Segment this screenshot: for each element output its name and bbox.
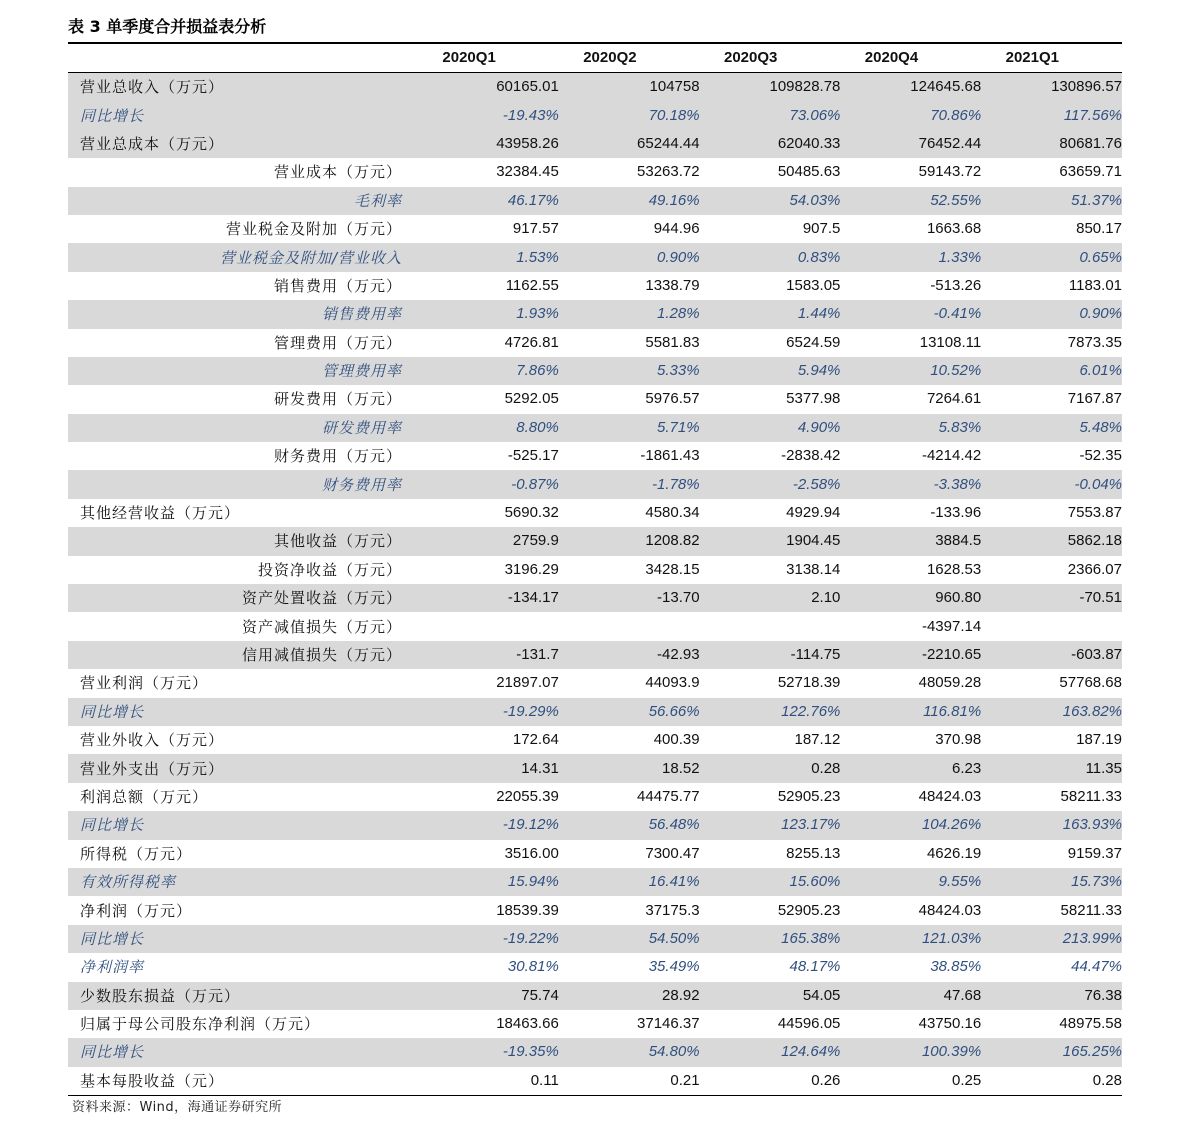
- table-row: [68, 215, 1122, 243]
- value-cell: 47.68: [840, 982, 981, 1010]
- value-cell: 60165.01: [418, 73, 559, 102]
- table-row: [68, 470, 1122, 498]
- value-cell: 116.81%: [840, 698, 981, 726]
- value-cell: 15.73%: [981, 868, 1122, 896]
- value-cell: -525.17: [507, 447, 559, 465]
- value-cell: -4397.14: [921, 617, 982, 635]
- table-row: [68, 272, 1122, 300]
- value-cell: 18463.66: [496, 1015, 559, 1033]
- value-cell: -513.26: [930, 276, 982, 294]
- value-cell: 0.83%: [700, 243, 841, 271]
- value-cell: 6.23: [840, 754, 981, 782]
- header-row: [68, 44, 1122, 73]
- value-cell: 32384.45: [496, 163, 559, 181]
- table-row: [68, 783, 1122, 811]
- table-row: [68, 499, 1122, 527]
- value-cell: 0.25: [951, 1071, 982, 1089]
- row-label: 所得税（万元）: [80, 844, 193, 863]
- value-cell: 13108.11: [919, 333, 982, 351]
- value-cell: 75.74: [418, 982, 559, 1010]
- value-cell: 0.90%: [559, 243, 700, 271]
- value-cell: 6.01%: [981, 357, 1122, 385]
- value-cell: 172.64: [512, 731, 559, 749]
- table-body: [68, 73, 1122, 1096]
- value-cell: 0.21: [670, 1071, 700, 1089]
- value-cell: 48975.58: [1059, 1015, 1122, 1033]
- value-cell: 21897.07: [496, 674, 559, 692]
- value-cell: 53263.72: [637, 163, 700, 181]
- row-label: 资产处置收益（万元）: [68, 584, 418, 612]
- value-cell: 5690.32: [504, 504, 559, 522]
- value-cell: 5377.98: [786, 390, 841, 408]
- value-cell: 43750.16: [918, 1015, 982, 1033]
- row-label: 营业利润（万元）: [80, 674, 209, 693]
- value-cell: 30.81%: [507, 958, 559, 976]
- table-row: [68, 669, 1122, 697]
- value-cell: 7.86%: [418, 357, 559, 385]
- value-cell: 165.25%: [981, 1038, 1122, 1066]
- row-label: 财务费用率: [68, 470, 418, 498]
- value-cell: 960.80: [840, 584, 981, 612]
- value-cell: 1.93%: [418, 300, 559, 328]
- value-cell: 44.47%: [1071, 958, 1122, 976]
- row-label: 销售费用（万元）: [273, 276, 402, 295]
- value-cell: 0.28: [1092, 1071, 1122, 1089]
- value-cell: 16.41%: [559, 868, 700, 896]
- row-label: 利润总额（万元）: [80, 787, 209, 806]
- table-row: [68, 158, 1122, 186]
- table-row: [68, 73, 1122, 102]
- value-cell: 163.93%: [981, 811, 1122, 839]
- row-label: 毛利率: [68, 187, 418, 215]
- row-label: 信用减值损失（万元）: [68, 641, 418, 669]
- value-cell: -2210.65: [840, 641, 981, 669]
- row-label: 少数股东损益（万元）: [68, 982, 418, 1010]
- value-cell: 165.38%: [700, 925, 841, 953]
- value-cell: 7300.47: [645, 844, 700, 862]
- value-cell: 22055.39: [496, 787, 559, 805]
- value-cell: 46.17%: [418, 187, 559, 215]
- value-cell: 4580.34: [645, 504, 700, 522]
- value-cell: 7553.87: [1067, 504, 1122, 522]
- value-cell: 0.11: [530, 1071, 559, 1089]
- value-cell: 3196.29: [504, 560, 559, 578]
- value-cell: -4214.42: [921, 447, 982, 465]
- row-label: 营业成本（万元）: [273, 163, 402, 182]
- value-cell: 1162.55: [505, 276, 559, 294]
- table-row: [68, 556, 1122, 584]
- value-cell: 213.99%: [981, 925, 1122, 953]
- value-cell: 1.28%: [559, 300, 700, 328]
- table-row: [68, 612, 1122, 640]
- value-cell: 35.49%: [648, 958, 700, 976]
- value-cell: -3.38%: [840, 470, 981, 498]
- value-cell: 5862.18: [981, 527, 1122, 555]
- value-cell: 6524.59: [786, 333, 841, 351]
- value-cell: 130896.57: [981, 73, 1122, 102]
- value-cell: 3516.00: [504, 844, 559, 862]
- column-header: 2021Q1: [1005, 49, 1059, 66]
- table-row: [68, 811, 1122, 839]
- table-row: [68, 641, 1122, 669]
- value-cell: 3138.14: [786, 560, 841, 578]
- value-cell: 907.5: [802, 220, 841, 238]
- value-cell: -603.87: [981, 641, 1122, 669]
- table-row: [68, 925, 1122, 953]
- value-cell: -19.12%: [418, 811, 559, 839]
- row-label: 净利润率: [80, 958, 145, 977]
- value-cell: 3428.15: [645, 560, 700, 578]
- value-cell: -19.29%: [418, 698, 559, 726]
- value-cell: [418, 612, 559, 640]
- value-cell: -13.70: [559, 584, 700, 612]
- value-cell: 1208.82: [559, 527, 700, 555]
- table-row: [68, 357, 1122, 385]
- value-cell: -114.75: [700, 641, 841, 669]
- value-cell: 70.18%: [559, 101, 700, 129]
- row-label: 管理费用（万元）: [273, 333, 402, 352]
- value-cell: 63659.71: [1059, 163, 1122, 181]
- value-cell: -42.93: [559, 641, 700, 669]
- row-label: 基本每股收益（元）: [80, 1071, 225, 1090]
- table-row: [68, 414, 1122, 442]
- table-row: [68, 329, 1122, 357]
- value-cell: 76452.44: [840, 130, 981, 158]
- table-row: [68, 726, 1122, 754]
- value-cell: 5976.57: [645, 390, 700, 408]
- value-cell: 104758: [559, 73, 700, 102]
- value-cell: -2.58%: [700, 470, 841, 498]
- value-cell: -52.35: [1079, 447, 1122, 465]
- value-cell: 1338.79: [645, 276, 700, 294]
- value-cell: 37146.37: [637, 1015, 700, 1033]
- value-cell: -70.51: [981, 584, 1122, 612]
- value-cell: 122.76%: [700, 698, 841, 726]
- value-cell: 5.83%: [840, 414, 981, 442]
- table-row: [68, 868, 1122, 896]
- value-cell: 70.86%: [840, 101, 981, 129]
- table-row: [68, 584, 1122, 612]
- row-label: 其他收益（万元）: [68, 527, 418, 555]
- value-cell: 44093.9: [645, 674, 700, 692]
- value-cell: 15.94%: [418, 868, 559, 896]
- row-label: 营业外支出（万元）: [68, 754, 418, 782]
- value-cell: 54.80%: [559, 1038, 700, 1066]
- table-row: [68, 1067, 1122, 1096]
- value-cell: 1183.01: [1068, 276, 1122, 294]
- value-cell: 124645.68: [840, 73, 981, 102]
- value-cell: 73.06%: [700, 101, 841, 129]
- value-cell: 37175.3: [645, 901, 700, 919]
- value-cell: 2366.07: [1067, 560, 1122, 578]
- value-cell: 15.60%: [700, 868, 841, 896]
- value-cell: 18539.39: [496, 901, 559, 919]
- value-cell: 52718.39: [777, 674, 841, 692]
- source-note: 资料来源：Wind，海通证券研究所: [72, 1100, 283, 1115]
- value-cell: -134.17: [418, 584, 559, 612]
- value-cell: 65244.44: [559, 130, 700, 158]
- column-header: 2020Q3: [724, 49, 778, 66]
- column-header: 2020Q2: [583, 49, 637, 66]
- value-cell: 48424.03: [918, 787, 982, 805]
- row-label: 同比增长: [68, 811, 418, 839]
- table-title: 表 3 单季度合并损益表分析: [68, 17, 267, 36]
- row-label: 投资净收益（万元）: [257, 560, 402, 579]
- table-row: [68, 896, 1122, 924]
- value-cell: 4929.94: [786, 504, 841, 522]
- table-row: [68, 300, 1122, 328]
- value-cell: [981, 612, 1122, 640]
- row-label: 归属于母公司股东净利润（万元）: [80, 1015, 321, 1034]
- value-cell: -0.41%: [840, 300, 981, 328]
- table-row: [68, 442, 1122, 470]
- value-cell: 11.35: [981, 754, 1122, 782]
- value-cell: -0.87%: [418, 470, 559, 498]
- column-header: 2020Q4: [864, 49, 919, 66]
- row-label: 营业外收入（万元）: [80, 731, 225, 750]
- value-cell: -1.78%: [559, 470, 700, 498]
- row-label: 财务费用（万元）: [273, 447, 402, 466]
- value-cell: 4626.19: [926, 844, 982, 862]
- value-cell: 56.48%: [559, 811, 700, 839]
- value-cell: 59143.72: [918, 163, 982, 181]
- value-cell: 0.90%: [981, 300, 1122, 328]
- row-label: 研发费用率: [68, 414, 418, 442]
- value-cell: 8255.13: [786, 844, 841, 862]
- value-cell: 38.85%: [930, 958, 982, 976]
- column-header: 2020Q1: [442, 49, 496, 66]
- value-cell: 50485.63: [777, 163, 841, 181]
- value-cell: 9.55%: [840, 868, 981, 896]
- value-cell: 58211.33: [1060, 901, 1122, 919]
- value-cell: 944.96: [653, 220, 700, 238]
- value-cell: 850.17: [1076, 220, 1122, 238]
- value-cell: 48424.03: [918, 901, 982, 919]
- table-row: [68, 1038, 1122, 1066]
- table-row: [68, 243, 1122, 271]
- value-cell: 100.39%: [840, 1038, 981, 1066]
- value-cell: 54.03%: [700, 187, 841, 215]
- value-cell: -2838.42: [781, 447, 841, 465]
- value-cell: 44475.77: [637, 787, 700, 805]
- income-statement-table: [68, 44, 1122, 1096]
- value-cell: 0.28: [700, 754, 841, 782]
- value-cell: 1.33%: [840, 243, 981, 271]
- value-cell: -19.35%: [418, 1038, 559, 1066]
- value-cell: -19.43%: [418, 101, 559, 129]
- value-cell: 0.26: [811, 1071, 841, 1089]
- value-cell: 5.33%: [559, 357, 700, 385]
- table-row: [68, 1010, 1122, 1038]
- row-label: 营业税金及附加/营业收入: [68, 243, 418, 271]
- value-cell: 7873.35: [1067, 333, 1122, 351]
- value-cell: 28.92: [559, 982, 700, 1010]
- value-cell: -19.22%: [418, 925, 559, 953]
- value-cell: 8.80%: [418, 414, 559, 442]
- value-cell: 1628.53: [926, 560, 982, 578]
- value-cell: 163.82%: [981, 698, 1122, 726]
- value-cell: 0.65%: [981, 243, 1122, 271]
- value-cell: 1904.45: [700, 527, 841, 555]
- row-label: 资产减值损失（万元）: [241, 617, 402, 636]
- table-row: [68, 953, 1122, 981]
- row-label: 同比增长: [68, 1038, 418, 1066]
- table-row: [68, 527, 1122, 555]
- value-cell: 58211.33: [1060, 787, 1122, 805]
- value-cell: 10.52%: [840, 357, 981, 385]
- value-cell: 121.03%: [840, 925, 981, 953]
- value-cell: 4726.81: [504, 333, 559, 351]
- value-cell: [700, 612, 841, 640]
- value-cell: [559, 612, 700, 640]
- value-cell: 370.98: [935, 731, 982, 749]
- table-row: [68, 840, 1122, 868]
- value-cell: 117.56%: [981, 101, 1122, 129]
- value-cell: 54.05: [700, 982, 841, 1010]
- table-row: [68, 187, 1122, 215]
- value-cell: 14.31: [418, 754, 559, 782]
- value-cell: 4.90%: [700, 414, 841, 442]
- value-cell: 917.57: [512, 220, 559, 238]
- value-cell: 7167.87: [1067, 390, 1122, 408]
- value-cell: 5292.05: [504, 390, 559, 408]
- value-cell: 51.37%: [981, 187, 1122, 215]
- value-cell: 5.94%: [700, 357, 841, 385]
- row-label: 同比增长: [68, 101, 418, 129]
- value-cell: 1663.68: [926, 220, 982, 238]
- table-row: [68, 130, 1122, 158]
- value-cell: 1583.05: [786, 276, 841, 294]
- value-cell: -1861.43: [640, 447, 700, 465]
- row-label: 其他经营收益（万元）: [80, 504, 241, 523]
- value-cell: 9159.37: [1067, 844, 1122, 862]
- value-cell: 187.12: [794, 731, 841, 749]
- row-label: 营业总成本（万元）: [68, 130, 418, 158]
- row-label: 营业总收入（万元）: [68, 73, 418, 102]
- value-cell: 124.64%: [700, 1038, 841, 1066]
- value-cell: 62040.33: [700, 130, 841, 158]
- value-cell: 7264.61: [926, 390, 982, 408]
- value-cell: 5581.83: [645, 333, 700, 351]
- value-cell: 5.71%: [559, 414, 700, 442]
- row-label: 净利润（万元）: [80, 901, 193, 920]
- row-label: 营业税金及附加（万元）: [225, 220, 402, 239]
- value-cell: 76.38: [981, 982, 1122, 1010]
- value-cell: 57768.68: [1059, 674, 1122, 692]
- value-cell: 56.66%: [559, 698, 700, 726]
- value-cell: -133.96: [930, 504, 982, 522]
- value-cell: 52.55%: [840, 187, 981, 215]
- table-row: [68, 385, 1122, 413]
- value-cell: 80681.76: [981, 130, 1122, 158]
- table-row: [68, 754, 1122, 782]
- value-cell: 1.53%: [418, 243, 559, 271]
- value-cell: -0.04%: [981, 470, 1122, 498]
- row-label: 有效所得税率: [68, 868, 418, 896]
- value-cell: -131.7: [418, 641, 559, 669]
- value-cell: 2759.9: [418, 527, 559, 555]
- value-cell: 5.48%: [981, 414, 1122, 442]
- value-cell: 3884.5: [840, 527, 981, 555]
- value-cell: 123.17%: [700, 811, 841, 839]
- table-row: [68, 101, 1122, 129]
- value-cell: 54.50%: [559, 925, 700, 953]
- row-label: 同比增长: [68, 925, 418, 953]
- value-cell: 2.10: [700, 584, 841, 612]
- row-label: 管理费用率: [68, 357, 418, 385]
- value-cell: 48.17%: [789, 958, 841, 976]
- value-cell: 44596.05: [777, 1015, 841, 1033]
- value-cell: 400.39: [653, 731, 700, 749]
- row-label: 销售费用率: [68, 300, 418, 328]
- table-row: [68, 982, 1122, 1010]
- value-cell: 52905.23: [777, 901, 841, 919]
- table-row: [68, 698, 1122, 726]
- row-label: 研发费用（万元）: [273, 390, 402, 409]
- value-cell: 109828.78: [700, 73, 841, 102]
- value-cell: 18.52: [559, 754, 700, 782]
- header-blank-cell: [68, 44, 418, 73]
- value-cell: 49.16%: [559, 187, 700, 215]
- value-cell: 1.44%: [700, 300, 841, 328]
- value-cell: 43958.26: [418, 130, 559, 158]
- value-cell: 187.19: [1076, 731, 1122, 749]
- row-label: 同比增长: [68, 698, 418, 726]
- value-cell: 48059.28: [918, 674, 982, 692]
- value-cell: 104.26%: [840, 811, 981, 839]
- value-cell: 52905.23: [777, 787, 841, 805]
